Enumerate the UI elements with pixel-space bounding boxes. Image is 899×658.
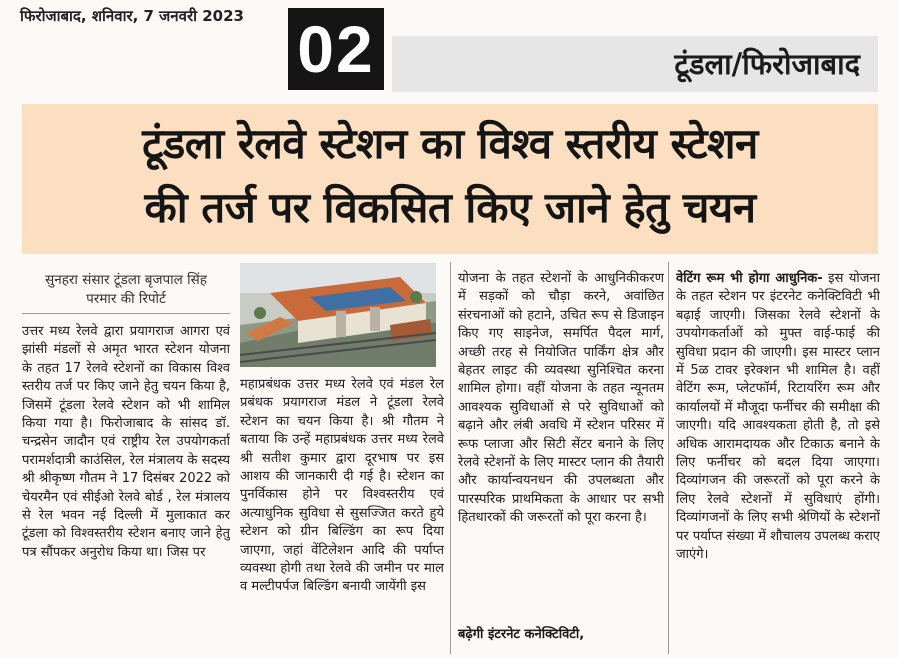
byline-line-2: परमार की रिपोर्ट bbox=[86, 291, 166, 307]
column-divider-2 bbox=[668, 262, 669, 654]
column-divider-1 bbox=[450, 262, 451, 654]
subhead-waiting-room: वेटिंग रूम भी होगा आधुनिक- bbox=[676, 271, 823, 286]
article-column-2: महाप्रबंधक उत्तर मध्य रेलवे एवं मंडल रेल प्रबंधक प्रयागराज मंडल ने टूंडला रेलवे स्टेशन का चयन किया है। श्री गौतम ने बताया कि उन्हें महाप्रबंधक उत्तर मध्य रेलवे श्री सतीश कुमार द्वारा दूरभाष पर इस आशय की जानकारी दी गई है। स्टेशन का पुनर्विकास होने पर विश्वस्तरीय एवं अत्याधुनिक सुविधा से सुसज्जित करते हुये स्टेशन को ग्रीन बिल्डिंग का रूप दिया जाएगा, जहां वेंटिलेशन आदि की पर्याप्त व्यवस्था होगी तथा रेलवे की जमीन पर माल व मल्टीपर्पज बिल्डिंग बनायी जायेंगी इस bbox=[240, 377, 444, 595]
page-number: 02 bbox=[288, 8, 384, 90]
headline-line-2: की तर्ज पर विकसित किए जाने हेतु चयन bbox=[144, 183, 756, 232]
station-rendering-illustration bbox=[240, 263, 436, 367]
section-banner bbox=[392, 36, 878, 92]
headline-line-1: टूंडला रेलवे स्टेशन का विश्व स्तरीय स्टेशन bbox=[142, 119, 758, 168]
section-title: टूंडला/फिरोजाबाद bbox=[674, 47, 860, 81]
dateline: फिरोजाबाद, शनिवार, 7 जनवरी 2023 bbox=[20, 7, 244, 25]
byline-divider bbox=[22, 313, 230, 314]
station-rendering-image bbox=[240, 263, 436, 367]
article-column-3: योजना के तहत स्टेशनों के आधुनिकीकरण में सड़कों को चौड़ा करने, अवांछित संरचनाओं को हटाने, उचित रूप से डिजाइन किए गए साइनेज, समर्पित पैदल मार्ग, अच्छी तरह से नियोजित पार्किंग क्षेत्र और बेहतर लाइट की व्यवस्था सुनिश्चित करना शामिल होगा। वहीं योजना के तहत न्यूनतम आवश्यक सुविधाओं से परे सुविधाओं को बढ़ाने और लंबी अवधि में स्टेशन परिसर में रूफ प्लाजा और सिटी सेंटर बनाने के लिए रेलवे स्टेशनों के लिए मास्टर प्लान की तैयारी और कार्यान्वयनधन की उपलब्धता और पारस्परिक प्राथमिकता के आधार पर सभी हितधारकों की जरूरतों को पूरा करना है। bbox=[458, 271, 664, 526]
headline-box bbox=[22, 104, 878, 254]
subhead-internet: बढ़ेगी इंटरनेट कनेक्टिविटी, bbox=[458, 627, 585, 642]
byline-line-1: सुनहरा संसार टूंडला बृजपाल सिंह bbox=[45, 272, 207, 288]
byline bbox=[22, 271, 230, 309]
article-column-4-text: इस योजना के तहत स्टेशन पर इंटरनेट कनेक्टिविटी भी बढ़ाई जाएगी। जिसका रेलवे स्टेशनों के उपयोगकर्ताओं को मुफ्त वाई-फाई की सुविधा प्रदान की जाएगी। इस मास्टर प्लान में 5ळ टावर इरेक्शन भी शामिल है। वहीं वेटिंग रूम, प्लेटफॉर्म, रिटायरिंग रूम और कार्यालयों में मौजूदा फर्नीचर की समीक्षा की जाएगी। यदि आवश्यकता होती है, तो इसे अधिक आरामदायक और टिकाऊ बनाने के लिए फर्नीचर को बदल दिया जाएगा। दिव्यांगजन की जरूरतों को पूरा करने के लिए रेलवे स्टेशनों में सुविधाएं होंगी। दिव्यांगजनों के लिए सभी श्रेणियों के स्टेशनों पर पर्याप्त संख्या में शौचालय उपलब्ध कराए जाएंगे। bbox=[676, 271, 880, 563]
article-column-1: उत्तर मध्य रेलवे द्वारा प्रयागराज आगरा एवं झांसी मंडलों से अमृत भारत स्टेशन योजना के तहत 17 रेलवे स्टेशनों का विकास विश्व स्तरीय तर्ज पर किए जाने हेतु चयन किया है, जिसमें टूंडला रेलवे स्टेशन को भी शामिल किया गया है। फिरोजाबाद के सांसद डॉ. चन्द्रसेन जादौन एवं राष्ट्रीय रेल उपयोगकर्ता परामर्शदात्री काउंसिल, रेल मंत्रालय के सदस्य श्री श्रीकृष्ण गौतम ने 17 दिसंबर 2022 को चेयरमैन एवं सीईओ रेलवे बोर्ड , रेल मंत्रालय से रेल भवन नई दिल्ली में मुलाकात कर टूंडला को विश्वस्तरीय स्टेशन बनाए जाने हेतु पत्र सौंपकर अनुरोध किया था। जिस पर bbox=[22, 324, 230, 560]
article-column-4 bbox=[676, 270, 880, 642]
